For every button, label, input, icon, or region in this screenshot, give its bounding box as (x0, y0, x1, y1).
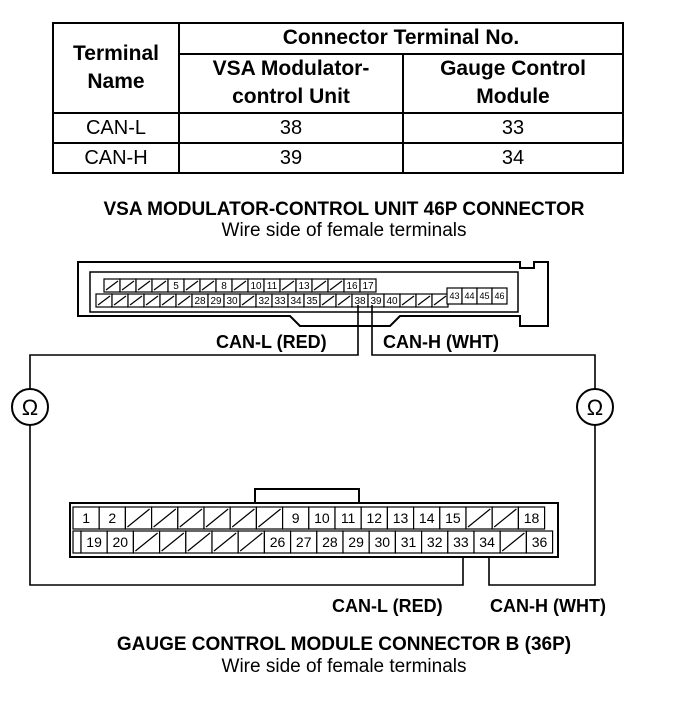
ohmmeter-left (12, 389, 48, 425)
terminal-number: 28 (322, 534, 338, 551)
terminal-header-line1: Terminal (73, 42, 159, 65)
vsa-can-l-label: CAN-L (RED) (216, 332, 327, 352)
terminal-number: 10 (314, 510, 330, 527)
terminal-number: 35 (306, 296, 318, 308)
terminal-number: 14 (418, 510, 435, 527)
terminal-number: 11 (340, 510, 356, 527)
terminal-number: 32 (258, 296, 270, 308)
terminal-number: 2 (108, 510, 117, 527)
terminal-number: 40 (386, 296, 398, 308)
terminal-number: 17 (362, 281, 374, 293)
terminal-number: 28 (194, 296, 206, 308)
row-name: CAN-H (53, 143, 179, 173)
gauge-connector (70, 489, 558, 557)
gauge-terminal (73, 531, 81, 553)
terminal-number: 20 (112, 534, 129, 551)
terminal-number: 46 (494, 291, 505, 302)
terminal-number: 10 (250, 281, 262, 293)
gauge-header-line2: Module (476, 85, 550, 109)
terminal-number: 11 (266, 281, 278, 293)
terminal-number: 34 (290, 296, 302, 308)
terminal-number: 27 (295, 534, 312, 551)
terminal-number: 30 (374, 534, 391, 551)
terminal-number: 5 (173, 281, 179, 293)
terminal-number: 29 (210, 296, 222, 308)
terminal-number: 1 (82, 510, 90, 527)
terminal-number: 12 (366, 510, 383, 527)
row-vsa: 38 (179, 113, 403, 143)
terminal-number: 45 (479, 291, 490, 302)
terminal-number: 13 (298, 281, 310, 293)
terminal-number: 43 (449, 291, 460, 302)
vsa-can-h-label: CAN-H (WHT) (383, 332, 499, 352)
vsa-connector-subtitle: Wire side of female terminals (221, 220, 467, 241)
terminal-number: 33 (453, 534, 469, 551)
terminal-number: 19 (86, 534, 102, 551)
terminal-number: 38 (354, 296, 366, 308)
gauge-can-h-label: CAN-H (WHT) (490, 596, 606, 616)
gauge-connector-subtitle: Wire side of female terminals (221, 656, 467, 677)
gauge-connector-title: GAUGE CONTROL MODULE CONNECTOR B (36P) (116, 634, 572, 655)
terminal-number: 29 (348, 534, 364, 551)
row-vsa: 39 (179, 143, 403, 173)
terminal-header-line2: Name (87, 70, 145, 93)
ohmmeter-right (577, 389, 613, 425)
terminal-number: 13 (392, 510, 409, 527)
vsa-connector (78, 262, 548, 326)
vsa-header-line2: control Unit (232, 85, 350, 109)
gauge-can-l-label: CAN-L (RED) (332, 596, 443, 616)
vsa-header-line1: VSA Modulator- (212, 57, 370, 81)
terminal-number: 44 (464, 291, 475, 302)
terminal-number: 39 (370, 296, 382, 308)
row-gauge: 34 (403, 143, 623, 173)
terminal-number: 9 (291, 510, 300, 527)
terminal-number: 30 (226, 296, 238, 308)
terminal-number: 31 (400, 534, 417, 551)
row-gauge: 33 (403, 113, 623, 143)
terminal-number: 36 (531, 534, 548, 551)
terminal-number: 15 (445, 510, 461, 527)
terminal-number: 8 (221, 281, 227, 293)
gauge-header-line1: Gauge Control (440, 57, 586, 81)
vsa-connector-title: VSA MODULATOR-CONTROL UNIT 46P CONNECTOR (103, 199, 585, 220)
terminal-number: 16 (346, 281, 358, 293)
terminal-number: 34 (479, 534, 495, 551)
row-name: CAN-L (53, 113, 179, 143)
connector-terminal-header: Connector Terminal No. (179, 23, 623, 54)
terminal-number: 33 (274, 296, 286, 308)
terminal-number: 18 (523, 510, 540, 527)
ohm-symbol-left: Ω (21, 395, 39, 420)
terminal-number: 26 (269, 534, 286, 551)
terminal-number: 32 (426, 534, 443, 551)
ohm-symbol-right: Ω (586, 395, 604, 420)
